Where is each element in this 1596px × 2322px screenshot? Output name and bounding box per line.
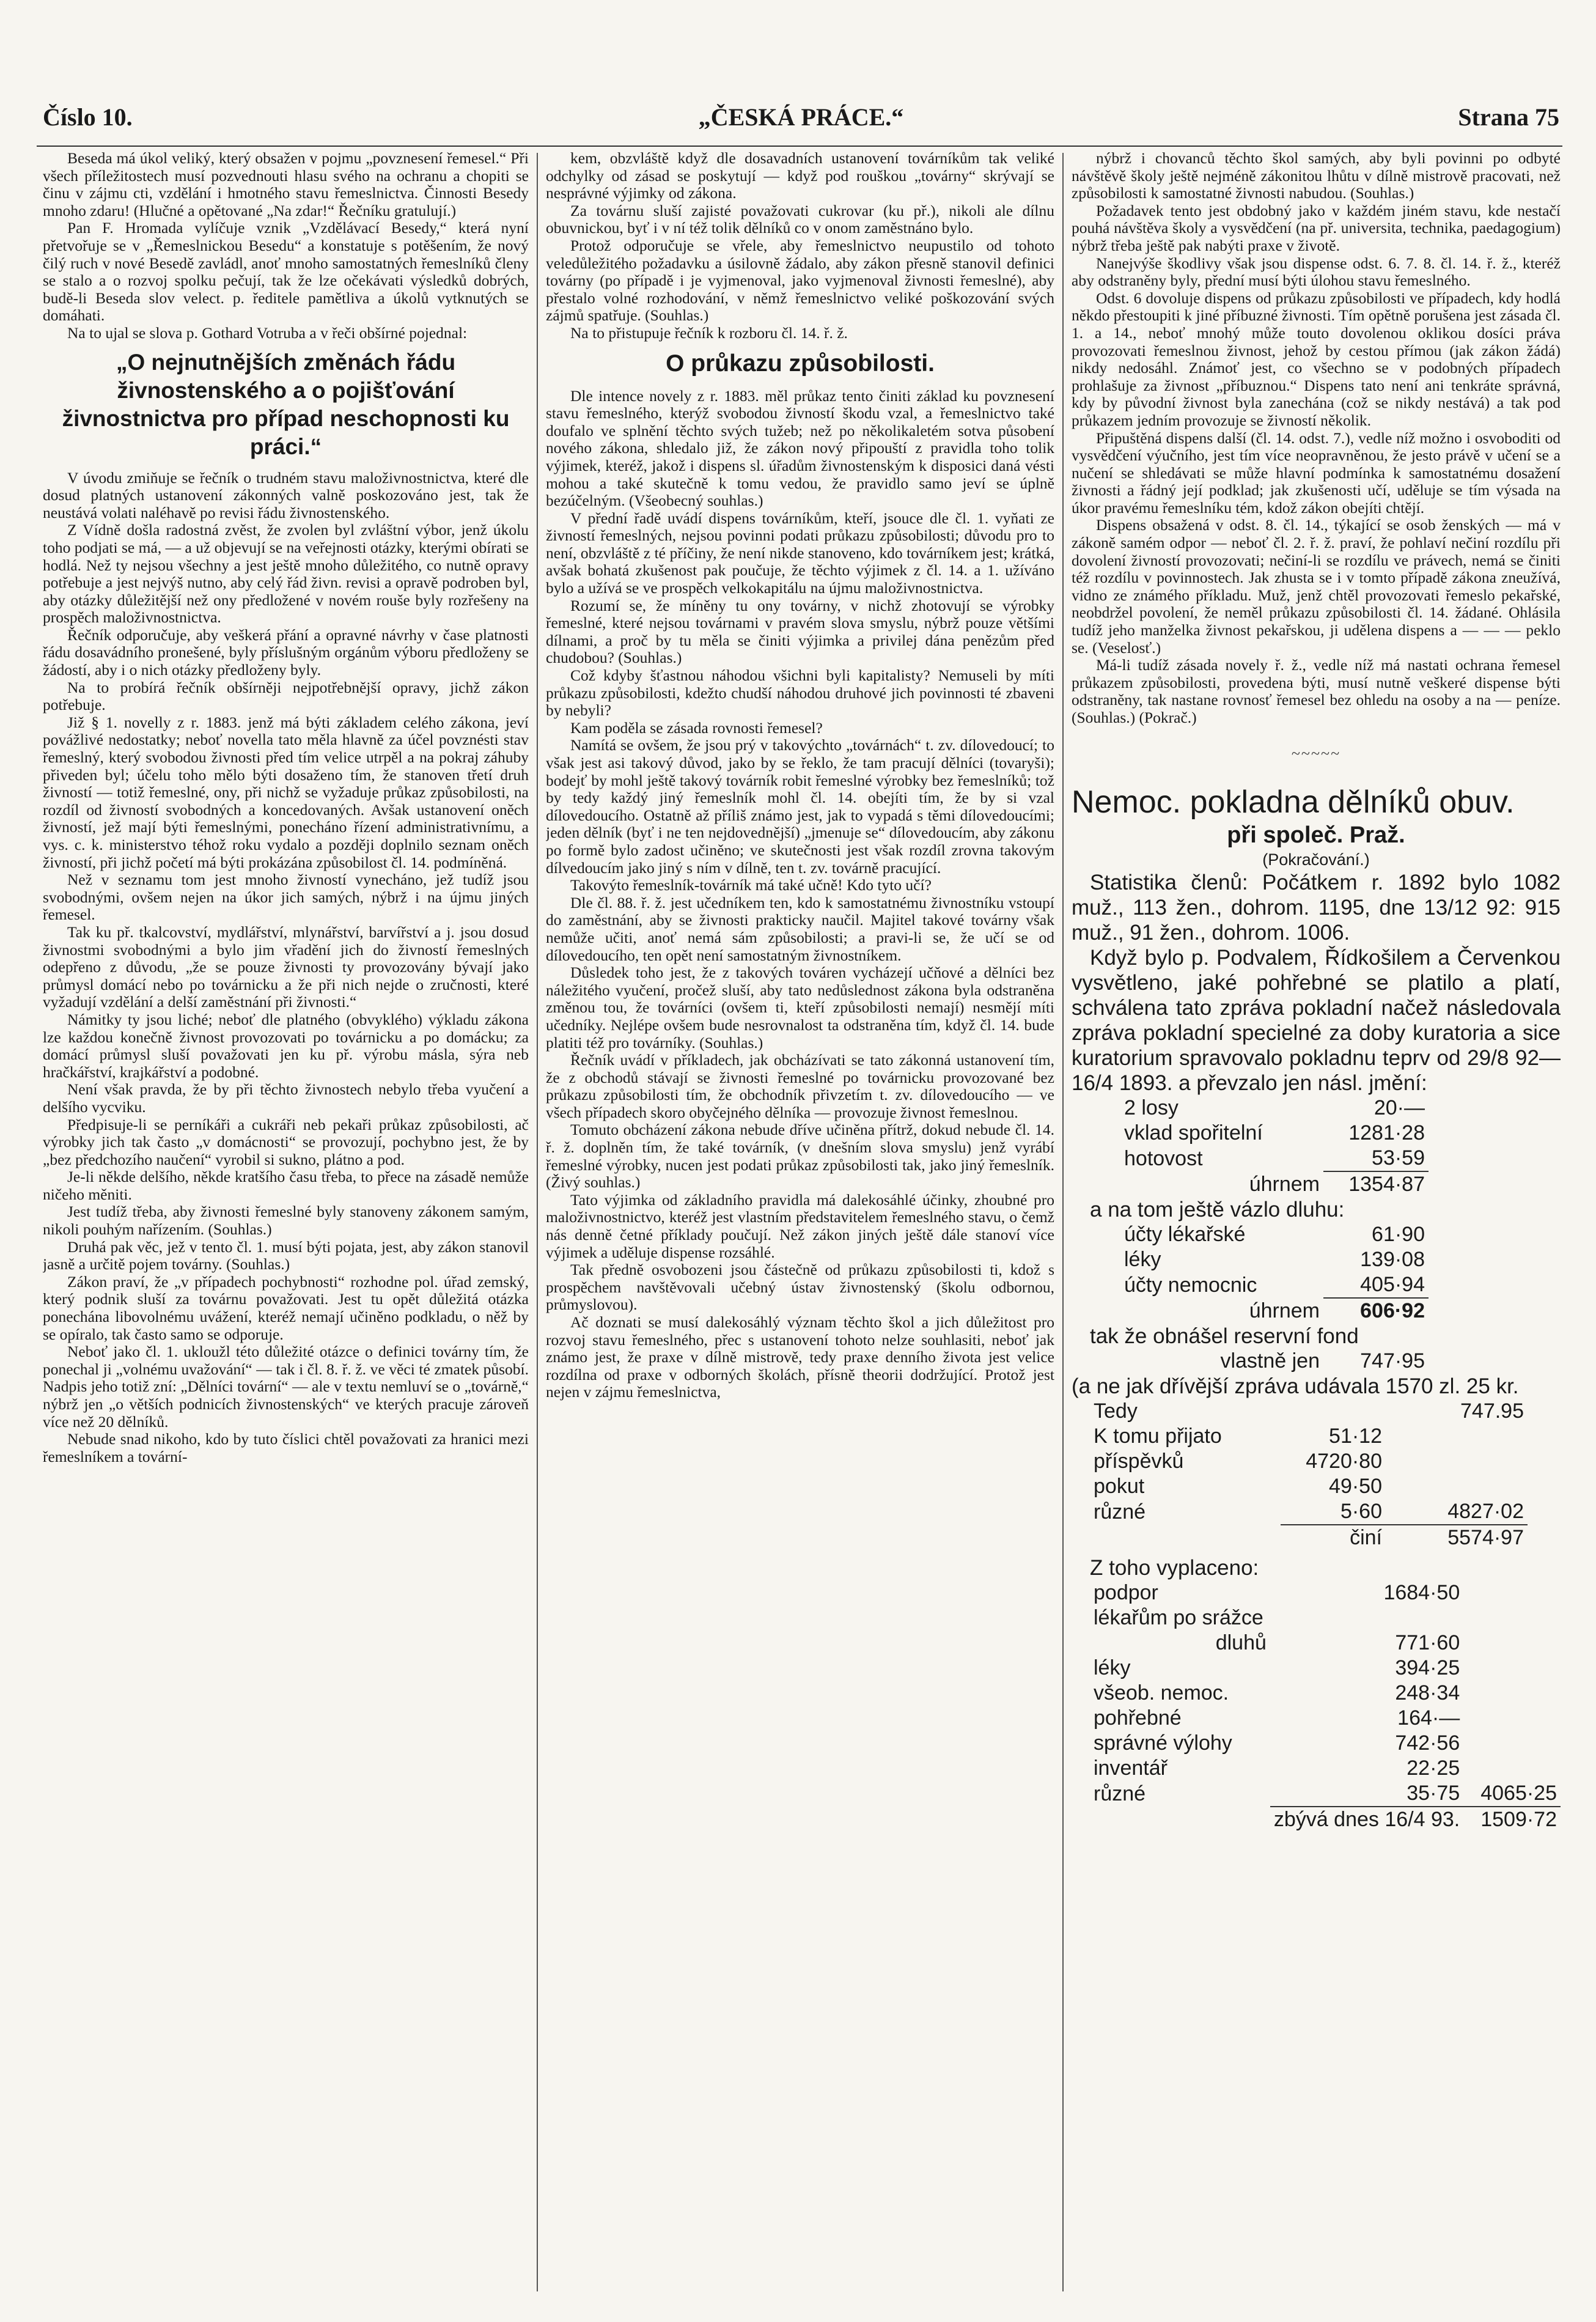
debts-table	[1120, 1222, 1429, 1324]
paragraph: nýbrž i chovanců těchto škol samých, aby byli povinni po odbyté návštěvě školy ještě nejméně zákonitou lhůtu v dílně mistrově pracovati, než způsobilosti k samostatné živnosti nabudou. (Souhlas.)	[1072, 150, 1561, 202]
reserve-note: (a ne jak dřívější zpráva udávala 1570 zl. 25 kr.	[1072, 1374, 1519, 1399]
row-amount	[1281, 1399, 1386, 1424]
row-amount: 1684·50	[1383, 1581, 1460, 1605]
table-row	[1090, 1807, 1561, 1832]
paragraph: Na to probírá řečník obšírněji nejpotřebnější opravy, jichž zákon potřebuje.	[43, 678, 529, 714]
table-row	[1090, 1525, 1528, 1550]
header-rule	[37, 146, 1562, 147]
reserve-line: tak že obnášel reservní fond	[1090, 1324, 1359, 1349]
column-1	[43, 150, 529, 2290]
row-label: léky	[1094, 1656, 1131, 1680]
paragraph: Beseda má úkol veliký, který obsažen v pojmu „povznesení řemesel.“ Při všech příležitostech musí pozvednouti hlasu svého na ochranu a chopiti se činu v zájmu cti, vzdělání i hmotného stavu řemeslnictva. Činnosti Besedy mnoho zdaru! (Hlučné a opětované „Na zdar!“ Řečníku gratulují.)	[43, 150, 529, 219]
expenses-table	[1090, 1580, 1561, 1832]
row-label: vlastně jen	[1220, 1349, 1320, 1373]
paragraph: Protož odporučuje se vřele, aby řemeslnictvo neupustilo od tohoto veledůležitého požadavku a úsilovně žádalo, aby zákon přesně stanovil definici továrny (po případě i je vyjmenoval, jako vyjmenoval živnosti řemeslné), aby přestalo volné rozhodování, v němž řemeslnictvo veliké poškozování svých zájmů spatřuje. (Souhlas.)	[546, 236, 1054, 325]
row-label: činí	[1350, 1526, 1382, 1550]
row-label: dluhů	[1215, 1631, 1267, 1655]
paragraph: Kam poděla se zásada rovnosti řemesel?	[570, 718, 823, 737]
section-heading: O průkazu způsobilosti.	[666, 350, 935, 377]
table-row	[1120, 1298, 1429, 1324]
paragraph: Druhá pak věc, jež v tento čl. 1. musí býti pojata, jest, aby zákon stanovil jasně a určitě pojem továrny. (Souhlas.)	[43, 1237, 529, 1273]
table-row	[1090, 1731, 1561, 1756]
row-label: úhrnem	[1249, 1172, 1320, 1196]
paragraph: Nanejvýše škodlivy však jsou dispense odst. 6. 7. 8. čl. 14. ř. ž., kteréž aby odstraněny byly, přední musí býti úlohou stavu řemeslného.	[1072, 254, 1561, 290]
col1-body	[43, 470, 529, 1466]
paragraph: Předpisuje-li se perníkáři a cukráři neb pekaři průkaz způsobilosti, ač výrobky jich tak často „v domácnosti“ se provozují, pochybno jest, že by „bez předchozího naučení“ vyrobil si sukno, plátno a pod.	[43, 1115, 529, 1168]
paragraph: Jest tudíž třeba, aby živnosti řemeslné byly stanoveny zákonem samým, nikoli pouhým nařízením. (Souhlas.)	[43, 1203, 529, 1239]
row-label: 2 losy	[1124, 1096, 1179, 1120]
row-total: 5574·97	[1447, 1526, 1524, 1550]
paragraph: Již § 1. novelly z r. 1883. jenž má býti základem celého zákona, jeví povážlivé nedostatky; neboť novella tato měla hlavně za účel povznésti stav řemeslný, který svobodou živnosti před tím velice utrpěl a na pokraj záhuby přiveden byl; účelu toho mělo býti dosaženo tím, že stanoven třetí druh živností — totiž řemeslné, ony, při nichž se vyžaduje průkaz způsobilosti, na rozdíl od živností svobodných a koncedovaných. Avšak ustanovení oněch živností, jež mají býti řemeslnými, ponecháno řízení administrativnímu, a vys. c. k. ministerstvo téhož roku vydalo a později doplnilo seznam oněch živností, při jichž početí má býti prokázána způsobilost čl. 14. podmíněná.	[43, 713, 529, 871]
section-separator: ~~~~~	[1291, 744, 1341, 762]
paragraph: Nebude snad nikoho, kdo by tuto číslici chtěl považovati za hranici mezi řemeslníkem a tovární-	[43, 1430, 529, 1465]
row-label: K tomu přijato	[1094, 1425, 1222, 1448]
row-amount: 394·25	[1395, 1656, 1460, 1680]
paragraph: Namítá se ovšem, že jsou prý v takovýchto „továrnách“ t. zv. dílovedoucí; to však jest asi takový důvod, jako by se řeklo, že tam pracují dělníci (tovaryši); bodejť by mohl ještě takový továrník robit řemeslné výrobky bez řemeslníků; tož by tedy každý jiný řemeslník mohl čl. 14. obejíti tím, že by si vzal dílovedoucího. Ostatně až příliš známo jest, jak to vypadá s těmi dílovedoucími; jeden dělník (byť i ne ten nejdovednější) „jmenuje se“ dílovedoucím, aby zákonu po formě bylo zadost učiněno; ve skutečnosti jest však rozdíl zrovna takovým dílvedoucím jako jiný s ním v dílně, ten t. zv. továrně pracující.	[546, 736, 1054, 877]
paragraph: Důsledek toho jest, že z takových továren vycházejí učňové a dělníci bez náležitého vyučení, pročež sluší, aby tato nedůslednost zákona byla odstraněna změnou tou, že továrníci (ovšem ti, kteří způsobilosti nemají) nesmějí míti učedníky. Nejlépe ovšem bude nesrovnalost ta odstraněna tím, když čl. 14. bude platiti též pro továrníky. (Souhlas.)	[546, 964, 1054, 1052]
row-label: léky	[1124, 1248, 1161, 1272]
paragraph: Námitky ty jsou liché; neboť dle platného (obvyklého) výkladu zákona lze každou konečně živnost provozovati po továrnicku a po domácku; za domácí průmysl sluší považovati jen ku př. výrobu másla, sýra neb hračkářství, krajkářství a podobné.	[43, 1010, 529, 1081]
paragraph: Na to přistupuje řečník k rozboru čl. 14. ř. ž.	[570, 323, 848, 342]
row-amount: 4720·80	[1306, 1450, 1382, 1473]
debt-heading-text: a na tom ještě vázlo dluhu:	[1090, 1198, 1345, 1222]
table-row	[1090, 1781, 1561, 1807]
row-total	[1463, 1580, 1561, 1605]
row-amount: 51·12	[1329, 1425, 1382, 1448]
paragraph: Řečník odporučuje, aby veškerá přání a opravné návrhy v čase platnosti řádu dosavádního pronešené, byly příslušným orgánům výboru předloženy se žádostí, aby i o nich otázky předloženy byly.	[43, 625, 529, 679]
issue-number: Číslo 10.	[43, 103, 133, 131]
paragraph: Dle čl. 88. ř. ž. jest učedníkem ten, kdo k samostatnému živnostníku vstoupí do zaměstnání, aby se živnosti prakticky naučil. Majitel takové továrny však nemůže učiti, anoť nemá sám způsobilosti; a pravi-li se, že učí se od dílovedoucího, ten opět není samostatným živnostníkem.	[546, 893, 1054, 964]
masthead-title: „ČESKÁ PRÁCE.“	[698, 103, 904, 131]
row-total: 747.95	[1460, 1399, 1524, 1423]
row-label: všeob. nemoc.	[1094, 1681, 1229, 1705]
row-total	[1386, 1474, 1528, 1499]
paragraph: Rozumí se, že míněny tu ony továrny, v nichž zhotovují se výrobky řemeslné, které nejsou továrnami v pravém slova smyslu, nýbrž pouze většími dílnami, a proč by tu měla se činiti výjimka a privilej dána penězům před chudobou? (Souhlas.)	[546, 596, 1054, 667]
paragraph: Dle intence novely z r. 1883. měl průkaz tento činiti základ ku povznesení stavu řemeslného, kterýž svobodou živností škodu vzal, a řemeslnictvo také doufalo ve splnění těchto svých tužeb; než po několikaletém sotva působení nového zákona, shledalo již, že zákon nový připouští z pravidla toho tolik výjimek, kteréž, jakož i dispens sl. úřadům živnostenským k disposici daná vésti mohou a také skutečně k tomu vedou, že pravidlo samo jeví se úplně bezúčelným. (Všeobecný souhlas.)	[546, 386, 1054, 510]
sick-fund-report	[1072, 783, 1561, 1832]
row-amount: 20·—	[1374, 1096, 1425, 1120]
row-amount: 742·56	[1395, 1731, 1460, 1755]
row-amount: 164·—	[1397, 1706, 1460, 1730]
paragraph: Tak ku př. tkalcovství, mydlářství, mlynářství, barvířství a j. jsou dosud živnostmi svobodnými a bylo jim vřadění jich do živností řemeslných odepřeno z důvodu, „že se pouze živnosti ty provozovány bývají jako průmysl domácí nebo po továrnicku a že při nich nejde o zručnosti, které vyžadují vzdělání a delší zaměstnání při živnosti.“	[43, 923, 529, 1011]
table-row	[1120, 1349, 1429, 1374]
row-amount	[1270, 1605, 1463, 1631]
report-paragraph: Když bylo p. Podvalem, Řídkošilem a Červenkou vysvětleno, jaké pohřebné se platilo a platí, schválena tato zpráva pokladní načež následovala zpráva pokladní specielné za doby kuratoria a sice kuratorium spravovalo pokladnu teprv od 29/8 92—16/4 1893. a převzalo jen násl. jmění:	[1072, 946, 1561, 1096]
row-label: různé	[1094, 1500, 1146, 1524]
row-label: Tedy	[1094, 1399, 1138, 1423]
page-number: Strana 75	[1458, 103, 1559, 131]
row-amount: 61·90	[1372, 1223, 1425, 1247]
paragraph: Z Vídně došla radostná zvěst, že zvolen byl zvláštní výbor, jenž úkolu toho podjati se má, — a už objevují se na veřejnosti otázky, kterými obírati se hodlá. Než ty nejsou všechny a jest ještě mnoho důležitého, co nutně opravy potřebuje a jest nejvýš nutno, aby celý řád živn. revisi a opravě podroben byl, aby otázky důležitější než ony předložené v novém rouše byly rozřešeny na prospěch maloživnostnictva.	[43, 521, 529, 627]
table-row	[1090, 1605, 1561, 1631]
report-note: (Pokračování.)	[1262, 850, 1370, 869]
row-amount: 1354·87	[1348, 1173, 1425, 1196]
paragraph: Řečník uvádí v příkladech, jak obcházívati se tato zákonná ustanovení tím, že z obchodů stávají se živnosti řemeslné po továrnicku provozované bez průkazu způsobilosti tím, že obchodník přivzetím t. zv. dílovedoucího — ve všech případech skoro obyčejného dělníka — provozuje živnost řemeslnou.	[546, 1051, 1054, 1121]
row-total: 1509·72	[1480, 1808, 1557, 1832]
paragraph: Má-li tudíž zásada novely ř. ž., vedle níž má nastati ochrana řemesel průkazem způsobilosti, provedena býti, musí nutně veškeré dispense býti odstraněny, tak nastane rovnosť řemesel bez ohledu na osoby a na — peníze. (Souhlas.) (Pokrač.)	[1072, 656, 1561, 726]
table-row	[1090, 1681, 1561, 1706]
column-divider-1	[537, 153, 538, 2291]
paragraph: Na to ujal se slova p. Gothard Votruba a v řeči obšírné pojednal:	[67, 323, 468, 342]
paragraph: Takovýto řemeslník-továrník má také učně! Kdo tyto učí?	[570, 876, 932, 894]
row-amount: 248·34	[1395, 1681, 1460, 1705]
table-row	[1120, 1247, 1429, 1272]
paragraph: Pan F. Hromada vylíčuje vznik „Vzdělávací Besedy,“ která nyní přetvořuje se v „Řemeslnickou Besedu“ a konstatuje s potěšením, že nový čilý ruch v nové Besedě zavládl, anoť mnoho samostatných řemeslníků členy se stalo a o rozvoj spolku pečují, tak že lze očekávati výsledků dobrých, budě-li Beseda slov velect. p. ředitele pamětliva a úkolů vytknutých se domáhati.	[43, 219, 529, 325]
table-row	[1090, 1706, 1561, 1731]
table-row	[1090, 1656, 1561, 1681]
page-header	[43, 103, 1559, 139]
paragraph: Odst. 6 dovoluje dispens od průkazu způsobilosti ve případech, kdy hodlá někdo přestoupiti k jiné příbuzné živnosti. Tím opětně porušena jest zásada čl. 1. a 14., neboť mnohý může touto dovolenou oklikou dosíci práva provozovati řemeslnou živnost, jehož by cestou přímou (jak zákon žádá) nikdy nedosáhl. Známoť jest, co všechno se v podobných případech prohlašuje za živnost „příbuznou.“ Dispens tato není ani tenkráte správná, kdy by původní živnost byla zanechána (což se nikdy nestává) a tak pod průkazem jedním provozuje se živností několik.	[1072, 289, 1561, 429]
table-row	[1090, 1399, 1528, 1424]
paragraph: Požadavek tento jest obdobný jako v každém jiném stavu, kde nestačí pouhá návštěva školy a vysvědčení (na př. universita, technika, paedagogium) nýbrž třeba ještě pak nabýti praxe v životě.	[1072, 201, 1561, 254]
paragraph: Zákon praví, že „v případech pochybnosti“ rozhodne pol. úřad zemský, který podnik sluší za továrnu považovati. Jest tu opět důležitá otázka ponechána libovolnému uvážení, kteréž nemají učiněno podkladu, o něž by se opíralo, tak často samo se odporuje.	[43, 1272, 529, 1343]
table-row	[1090, 1449, 1528, 1474]
row-amount: 35·75	[1270, 1781, 1463, 1807]
row-total	[1463, 1756, 1561, 1781]
table-row	[1090, 1424, 1528, 1449]
col2-body	[546, 388, 1054, 1401]
paragraph: Ač doznati se musí dalekosáhlý význam těchto škol a jich důležitost pro rozvoj stavu řemeslného, přec s ustanovení tohoto nelze souhlasiti, neboť jak známo jest, že praxe v dílně mistrově, tedy praxe denního života jest velice rozdílna od praxe v odborných školách, přísně theorii dodržující. Protož jest nejen v zájmu řemeslnictva,	[546, 1313, 1054, 1401]
row-label: příspěvků	[1094, 1450, 1184, 1473]
row-total	[1463, 1681, 1561, 1706]
paragraph: V úvodu zmiňuje se řečník o trudném stavu maloživnostnictva, které dle dosud platných ustanovení zákonných valně poskozováno jest, tak že neustává volati naléhavě po revisi řádu živnostenského.	[43, 468, 529, 522]
row-amount: 405·94	[1323, 1272, 1429, 1298]
paragraph: kem, obzvláště když dle dosavadních ustanovení továrníkům tak veliké odchylky od zásad se poskytují — když pod rouškou „továrny“ skrývají se nesprávné výjimky od zákona.	[546, 150, 1054, 202]
paragraph: Neboť jako čl. 1. ukloužl této důležité otázce o definici továrny tím, že ponechal ji „volnému uvažování“ — tak i čl. 8. ř. ž. ve věci té zmatek působí. Nadpis jeho totiž zní: „Dělníci tovární“ — ale v textu nemluví se o „továrně,“ nýbrž jen „o větších podnicích živnostenských“ ve kterých pracuje zároveň více než 20 dělníků.	[43, 1343, 529, 1431]
paragraph: Je-li někde delšího, někde kratšího času třeba, to přece na zásadě nemůže ničeho měniti.	[43, 1168, 529, 1203]
row-label: úhrnem	[1249, 1299, 1320, 1322]
row-total	[1463, 1605, 1561, 1631]
row-label: účty nemocnic	[1124, 1273, 1257, 1297]
paragraph: Tato výjimka od základního pravidla má dalekosáhlé účinky, zhoubné pro maloživnostnictvo, kteréž jest vlastním představitelem řemeslného stavu, o čemž nás denně četné příklady poučují. Než zákon jiných ještě dále stanoví více výjimek a uděluje dispense rozsáhlé.	[546, 1190, 1054, 1261]
table-row	[1120, 1096, 1429, 1121]
row-amount: 1281·28	[1348, 1121, 1425, 1145]
table-row	[1090, 1499, 1528, 1525]
paragraph: Tomuto obcházení zákona nebude dříve učiněna přítrž, dokud nebude čl. 14. ř. ž. doplněn tím, že také továrník, (v dnešním slova smyslu) jenž vyrábí řemeslné výrobky, nucen jest podati průkaz způsobilosti tak, jako jiný řemeslník. (Živý souhlas.)	[546, 1121, 1054, 1192]
paragraph: Dispens obsažená v odst. 8. čl. 14., týkající se osob ženských — má v zákoně samém odpor — neboť čl. 2. ř. ž. praví, že pohlaví nečiní rozdílu při dovolení živností provozovati; nečiní-li se rozdílu ve právech, nemá se činiti též rozdílu v povinnostech. Jak zhusta se i v tomto případě zákona zneužívá, vidno ze známého příkladu. Muž, jenž chtěl provozovati řemeslo pekařské, neobdržel povolení, že neměl průkazu způsobilosti čl. 14. žádané. Ohlásila tudíž jeho manželka živnost pekařskou, ji udělena dispens a — — — peklo se. (Veselosť.)	[1072, 516, 1561, 657]
row-label: správné výlohy	[1094, 1731, 1232, 1755]
row-amount: 606·92	[1360, 1299, 1425, 1323]
paragraph: V přední řadě uvádí dispens továrníkům, kteří, jsouce dle čl. 1. vyňati ze živností řemeslných, nejsou povinni podati průkazu způsobilosti; důvodu pro to není, obzvláště z té příčiny, že není nikde stanoveno, kdo továrníkem jest; krátká, avšak bohatá zkušenost pak poučuje, že těchto výjimek z čl. 14. a 1. užíváno bylo a užívá se ve prospěch velkokapitálu na újmu maloživnostnictva.	[546, 509, 1054, 597]
report-subtitle: při společ. Praž.	[1227, 822, 1405, 849]
table-row	[1120, 1222, 1429, 1247]
table-row	[1090, 1631, 1561, 1656]
column-divider-2	[1062, 153, 1064, 2291]
column-3	[1072, 150, 1561, 2290]
row-amount: 747·95	[1360, 1349, 1425, 1373]
row-label: vklad spořitelní	[1124, 1121, 1263, 1145]
row-amount: 49·50	[1329, 1475, 1382, 1498]
row-label: pohřebné	[1094, 1706, 1182, 1730]
row-total	[1463, 1731, 1561, 1756]
paragraph: Připuštěná dispens další (čl. 14. odst. 7.), vedle níž možno i osvoboditi od vysvědčení výučního, jest tím více neopravněnou, že jesto právě v učení se a nučení se shledávati se může hlavní podmínka k samostatnému dosažení živnosti a řádný její podklad; jak zkušenosti učí, uděluje se tím výsada na úkor pravému řemeslníku tém, kdož zákon obejíti chtějí.	[1072, 429, 1561, 517]
row-total: 4065·25	[1463, 1781, 1561, 1807]
table-row	[1120, 1121, 1429, 1146]
row-amount: 771·60	[1395, 1631, 1460, 1655]
paragraph: Než v seznamu tom jest mnoho živností vynecháno, jež tudíž jsou svobodnými, ovšem nejen na úkor jich samých, nýbrž i na újmu jiných řemesel.	[43, 871, 529, 924]
row-total	[1463, 1656, 1561, 1681]
row-label: podpor	[1094, 1581, 1158, 1605]
row-amount: 53·59	[1323, 1146, 1429, 1171]
assets-table	[1120, 1096, 1429, 1197]
row-total	[1463, 1706, 1561, 1731]
article-heading: „O nejnutnějších změnách řádu živnostenského a o pojišťování živnostnictva pro případ neschopnosti ku práci.“	[62, 349, 510, 459]
row-amount: 22·25	[1407, 1756, 1460, 1780]
income-table	[1090, 1399, 1528, 1550]
row-label: zbývá dnes 16/4 93.	[1273, 1808, 1460, 1832]
row-label: hotovost	[1124, 1146, 1203, 1170]
table-row	[1090, 1580, 1561, 1605]
paragraph: Za továrnu sluší zajisté považovati cukrovar (ku př.), nikoli ale dílnu obuvnickou, byť i v ní též tolik dělníků co v onom zaměstnáno bylo.	[546, 201, 1054, 237]
table-row	[1120, 1146, 1429, 1171]
paragraph: Není však pravda, že by při těchto živnostech nebylo třeba vyučení a delšího vycviku.	[43, 1080, 529, 1116]
paragraph: Tak předně osvobozeni jsou částečně od průkazu způsobilosti ti, kdož s prospěchem navštěvovali učebný ústav živnostenský (školu odbornou, průmyslovou).	[546, 1261, 1054, 1314]
table-row	[1090, 1474, 1528, 1499]
row-total	[1386, 1449, 1528, 1474]
row-amount: 5·60	[1281, 1499, 1386, 1525]
row-amount: 139·08	[1360, 1248, 1425, 1272]
table-row	[1090, 1756, 1561, 1781]
paragraph: Což kdyby šťastnou náhodou všichni byli kapitalisty? Nemuseli by míti průkazu způsobilosti, kdežto chudší náhodou druhové jich povinnosti té zbaveni by nebyli?	[546, 666, 1054, 720]
debt-heading	[1090, 1197, 1561, 1222]
table-row	[1120, 1272, 1429, 1298]
row-label: účty lékařské	[1124, 1223, 1246, 1247]
row-total: 4827·02	[1386, 1499, 1528, 1525]
row-label: inventář	[1094, 1756, 1168, 1780]
row-total	[1386, 1424, 1528, 1449]
paid-heading: Z toho vyplaceno:	[1090, 1556, 1259, 1580]
column-2	[546, 150, 1054, 2290]
reserve-table	[1120, 1349, 1429, 1374]
row-label: lékařům po srážce	[1094, 1606, 1263, 1630]
report-paragraph: Statistika členů: Počátkem r. 1892 bylo 1082 muž., 113 žen., dohrom. 1195, dne 13/12 92: 915 muž., 91 žen., dohrom. 1006.	[1072, 871, 1561, 945]
row-label: pokut	[1094, 1475, 1145, 1498]
report-title: Nemoc. pokladna dělníků obuv.	[1072, 784, 1515, 820]
table-row	[1120, 1171, 1429, 1197]
row-total	[1463, 1631, 1561, 1656]
row-label: různé	[1094, 1782, 1146, 1805]
